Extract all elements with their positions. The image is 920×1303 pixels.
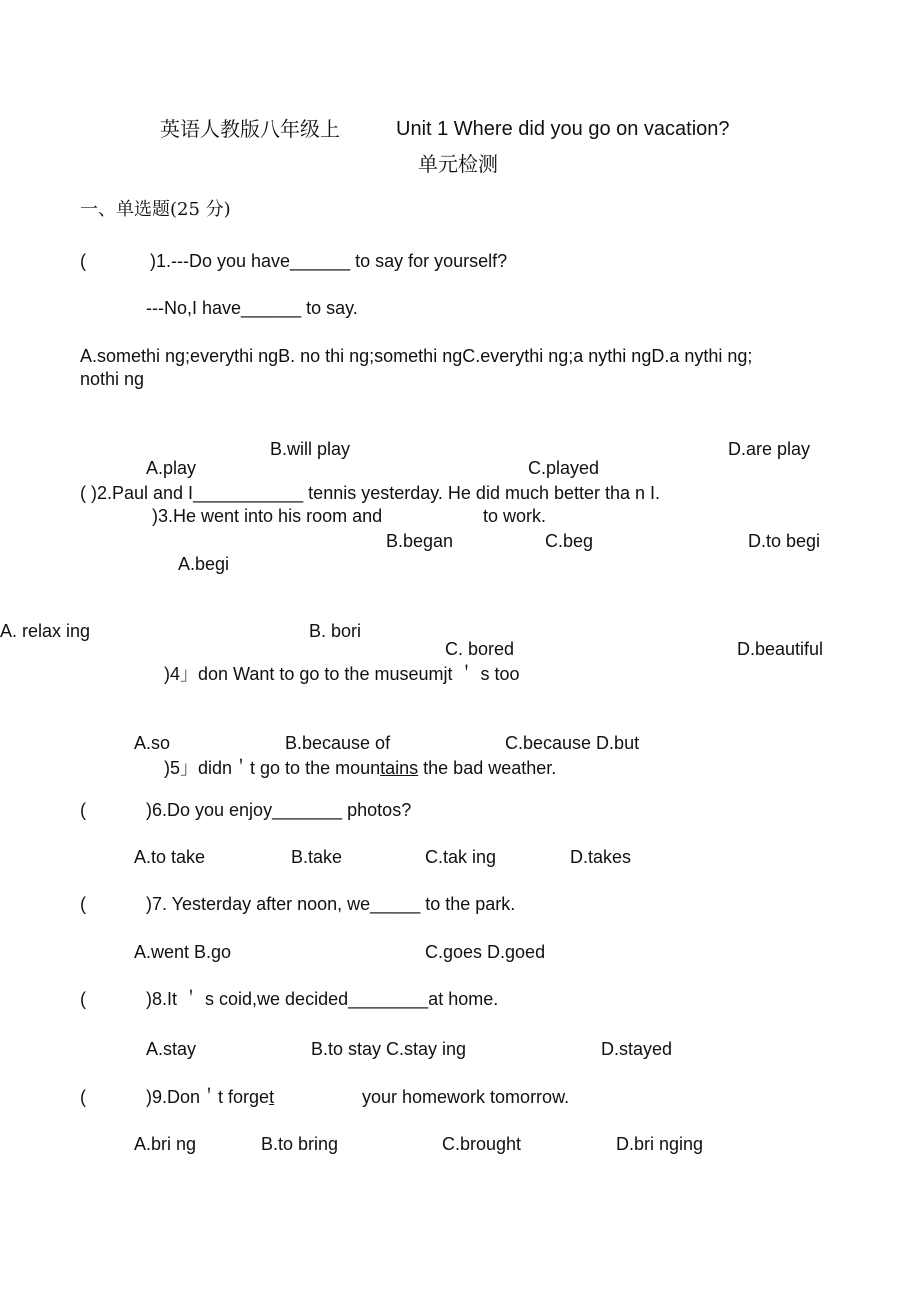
- q8-paren: (: [80, 989, 86, 1009]
- q5-option-b: B.because of: [285, 733, 391, 753]
- q6-option-b: B.take: [291, 847, 343, 867]
- q5-stem-start: )5」didn＇t go to the moun: [164, 758, 381, 778]
- q5-stem-end: the bad weather.: [418, 758, 557, 778]
- q2-option-a: A.play: [146, 458, 197, 478]
- q6-paren: (: [80, 800, 86, 820]
- q4-option-b: B. bori: [309, 621, 362, 641]
- q6-option-d: D.takes: [570, 847, 632, 867]
- q8-option-a: A.stay: [146, 1039, 197, 1059]
- q5-option-a: A.so: [134, 733, 171, 753]
- q7-stem: )7. Yesterday after noon, we_____ to the park.: [146, 894, 516, 914]
- q2-option-c: C.played: [528, 458, 600, 478]
- q9-stem-end: your homework tomorrow.: [362, 1087, 570, 1107]
- q3-option-c: C.beg: [545, 531, 594, 551]
- q6-option-c: C.tak ing: [425, 847, 497, 867]
- q4-option-a: A. relax ing: [0, 621, 91, 641]
- q7-option-cd: C.goes D.goed: [425, 942, 546, 962]
- q9-paren: (: [80, 1087, 86, 1107]
- q1-paren: (: [80, 251, 86, 271]
- title-english: Unit 1 Where did you go on vacation?: [396, 118, 730, 140]
- q4-option-c: C. bored: [445, 639, 515, 659]
- q6-stem: )6.Do you enjoy_______ photos?: [146, 800, 412, 820]
- q9-option-d: D.bri nging: [616, 1134, 704, 1154]
- q1-line2: ---No,I have______ to say.: [146, 298, 358, 318]
- q2-option-b: B.will play: [270, 439, 351, 459]
- q3-option-a: A.begi: [178, 554, 230, 574]
- q5-stem: [164, 757, 556, 779]
- q9-stem-text: )9.Don＇t forge: [146, 1087, 270, 1107]
- q2-stem: ( )2.Paul and I___________ tennis yesterday. He did much better tha n I.: [80, 483, 661, 503]
- title-chinese: 英语人教版八年级上: [160, 117, 340, 141]
- q8-stem: )8.It ＇ s coid,we decided________at home.: [146, 989, 499, 1009]
- q1-options-line1: A.somethi ng;everythi ngB. no thi ng;somethi ngC.everythi ng;a nythi ngD.a nythi ng;: [80, 346, 753, 366]
- q3-option-b: B.began: [386, 531, 454, 551]
- q1-options-line2: nothi ng: [80, 369, 145, 389]
- q9-option-b: B.to bring: [261, 1134, 339, 1154]
- q5-stem-underlined: tains: [380, 758, 419, 778]
- q4-stem: )4」don Want to go to the museumjt ＇ s too: [164, 664, 520, 684]
- q3-option-d: D.to begi: [748, 531, 821, 551]
- q3-stem-start: )3.He went into his room and: [152, 506, 383, 526]
- section-heading: 一、单选题(25 分): [80, 199, 231, 220]
- q2-option-d: D.are play: [728, 439, 811, 459]
- q9-stem-start: [146, 1086, 274, 1108]
- q6-option-a: A.to take: [134, 847, 206, 867]
- q8-option-d: D.stayed: [601, 1039, 673, 1059]
- q3-stem-end: to work.: [483, 506, 547, 526]
- q9-stem-underlined: t: [269, 1087, 275, 1107]
- q7-paren: (: [80, 894, 86, 914]
- q8-option-bc: B.to stay C.stay ing: [311, 1039, 467, 1059]
- q9-option-a: A.bri ng: [134, 1134, 197, 1154]
- q4-option-d: D.beautiful: [737, 639, 824, 659]
- q5-option-cd: C.because D.but: [505, 733, 640, 753]
- q9-option-c: C.brought: [442, 1134, 522, 1154]
- q1-stem: )1.---Do you have______ to say for yourself?: [150, 251, 508, 271]
- subtitle: 单元检测: [418, 152, 498, 176]
- q7-option-ab: A.went B.go: [134, 942, 232, 962]
